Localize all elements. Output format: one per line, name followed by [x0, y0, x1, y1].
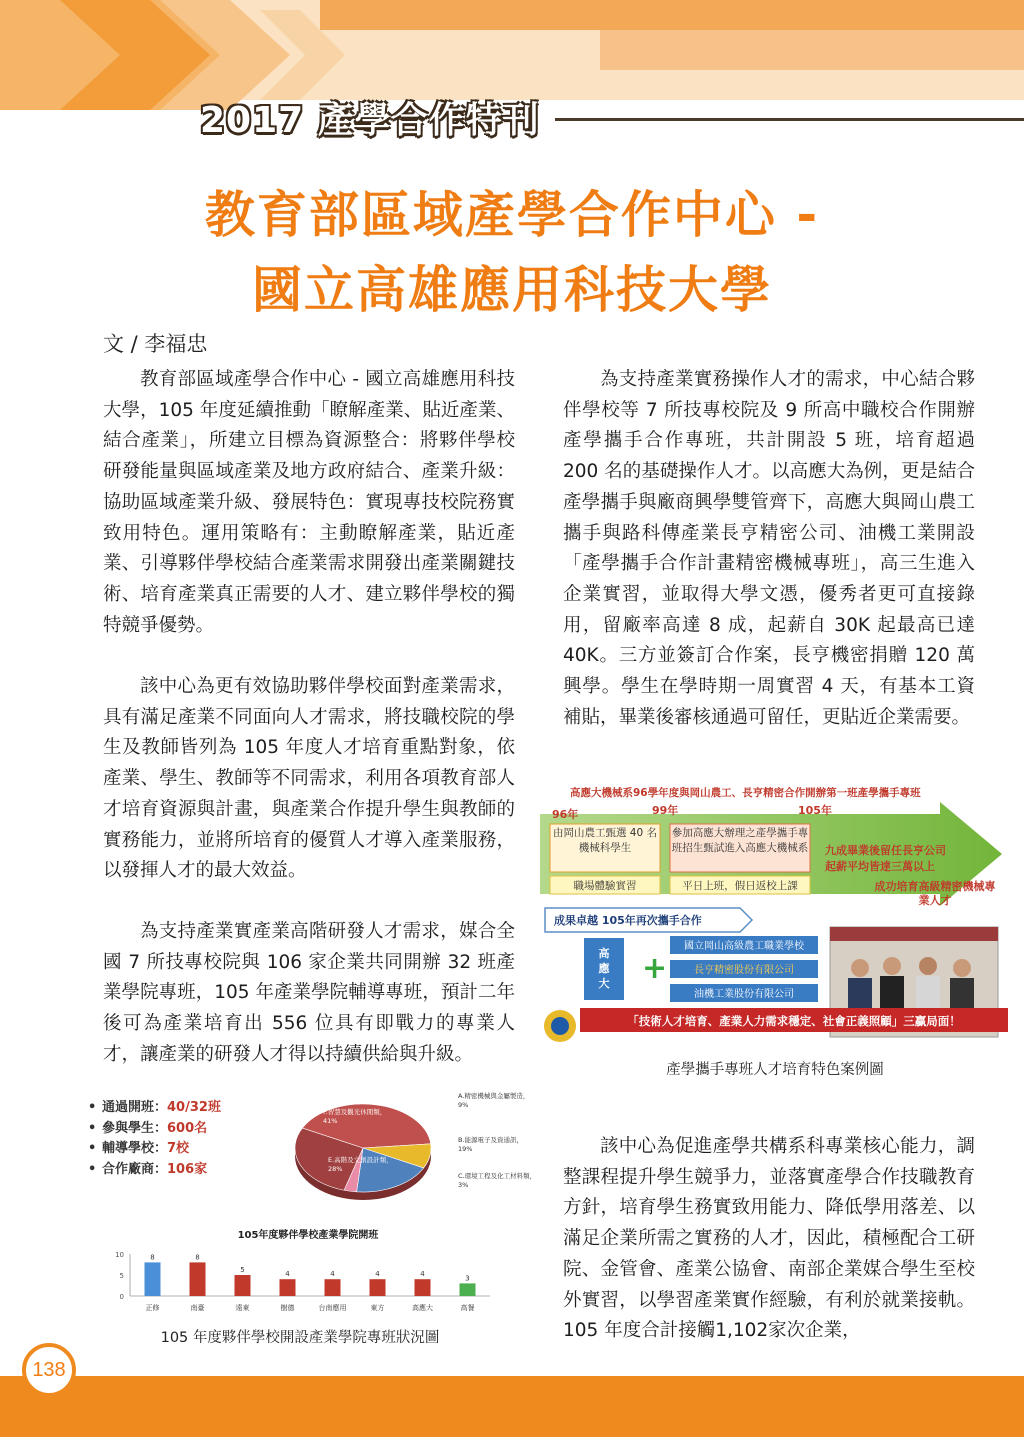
bar-y-tick: 5 — [119, 1272, 124, 1280]
left-paragraph-2: 該中心為更有效協助夥伴學校面對產業需求，具有滿足產業不同面向人才需求，將技職校院的學生及教師皆列為 105 年度人才培育重點對象，依產業、學生、教師等不同需求，利用各項教育部人才培育資源與計畫，與產業合作提升學生與教師的實務能力，並將所培育的優質人才導入產業服務，以發揮人才的最大效益。 — [103, 676, 515, 882]
bar-category-label: 正修 — [145, 1304, 160, 1312]
byline: 文 / 李福忠 — [103, 332, 208, 356]
bar-value-label: 3 — [465, 1274, 470, 1283]
right-paragraph-2: 該中心為促進產學共構系科專業核心能力，調整課程提升學生競爭力，並落實產學合作技職教育方針，培育學生務實致用能力、降低學用落差、以滿足企業所需之實務的人才，因此，積極配合工研院、金管會、產業公協會、南部企業媒合學生至校外實習，以學習產業實作經驗，有利於就業接軌。105 年度合計接觸1,102家次企業， — [563, 1136, 975, 1342]
pie-label: A.精密機械與金屬製造， 9% — [458, 1092, 530, 1109]
year-label: 105年 — [798, 804, 832, 817]
bar — [190, 1262, 206, 1296]
bar — [415, 1279, 431, 1296]
right-paragraph-1: 為支持產業實務操作人才的需求，中心結合夥伴學校等 7 所技專校院及 9 所高中職校合作開辦產學攜手合作專班，共計開設 5 班，培育超過 200 名的基礎操作人才。以高應大為例，更是結合產學攜手與廠商興學雙管齊下，高應大與岡山農工攜手與路科傳產業長亨精密公司、油機工業開設「產學攜手合作計畫精密機械專班」，高三生進入企業實習，並取得大學文憑，優秀者更可直接錄用，留廠率高達 8 成，起薪自 30K 起最高已達 40K。三方並簽訂合作案，長亨機密捐贈 120 萬興學。學生在學時期一周實習 4 天，有基本工資補貼，畢業後審核通過可留任，更貼近企業需要。 — [563, 369, 975, 728]
stats-item: • 合作廠商：106家 — [88, 1161, 208, 1177]
pie-label: B.能源電子及資通訊， 19% — [458, 1136, 524, 1153]
plus-icon: + — [642, 951, 668, 986]
diagram-banner: 高應大機械系96學年度與岡山農工、長亨精密合作開辦第一班產學攜手專班 — [570, 787, 921, 799]
bar-value-label: 8 — [150, 1253, 155, 1262]
left-paragraph-3: 為支持產業實產業高階研發人才需求，媒合全國 7 所技專校院與 106 家企業共同開辦 32 班產業學院專班，105 年產業學院輔導專班，預計二年後可為產業培育出 556 位具有即戰力的專業人才，讓產業的研發人才得以持續供給與升級。 — [103, 921, 515, 1065]
diagram-success-text: 成功培育高級精密機械專業人才 — [874, 880, 996, 907]
bar — [325, 1279, 341, 1296]
bar-value-label: 4 — [420, 1270, 425, 1279]
page-number: 138 — [22, 1343, 76, 1397]
left-paragraph-1: 教育部區域產學合作中心 - 國立高雄應用科技大學，105 年度延續推動「瞭解產業、貼近產業、結合產業」，所建立目標為資源整合：將夥伴學校研發能量與區域產業及地方政府結合、產業升級：協助區域產業升級、發展特色：實現專技校院務實致用特色。運用策略有：主動瞭解產業，貼近產業、引導夥伴學校結合產業需求開發出產業關鍵技術、培育產業真正需要的人才、建立夥伴學校的獨特競爭優勢。 — [103, 369, 515, 636]
program-diagram — [540, 782, 1010, 1054]
header-divider — [555, 118, 1024, 121]
pie-label: F.智慧及觀光休閒類， 41% — [323, 1108, 387, 1125]
year-label: 96年 — [552, 808, 579, 821]
diagram-box-2-text: 參加高應大辦理之產學攜手專班招生甄試進入高應大機械系 — [671, 827, 809, 854]
footer-band — [0, 1376, 1024, 1437]
bar-category-label: 東方 — [370, 1304, 385, 1312]
bar-value-label: 4 — [285, 1270, 290, 1279]
diagram-arrow-text-2: 起薪平均皆達三萬以上 — [825, 860, 935, 873]
diagram-sub-text-1: 職場體驗實習 — [573, 880, 637, 892]
bar-category-label: 遠東 — [235, 1304, 250, 1312]
bar-value-label: 4 — [330, 1270, 335, 1279]
slogan-text: 「技術人才培育、產業人力需求穩定、社會正義照顧」三贏局面！ — [627, 1014, 961, 1028]
bar — [235, 1275, 251, 1296]
left-figure-caption: 105 年度夥伴學校開設產業學院專班狀況圖 — [160, 1330, 440, 1346]
diagram-box-1-text: 由岡山農工甄選 40 名機械科學生 — [552, 827, 658, 854]
bar-value-label: 5 — [240, 1266, 245, 1274]
bar-category-label: 台南應用 — [318, 1304, 347, 1312]
bar-value-label: 8 — [195, 1253, 200, 1262]
bar-category-label: 樹德 — [280, 1304, 295, 1312]
bar-category-label: 高應大 — [412, 1304, 433, 1312]
bar-category-label: 高餐 — [460, 1304, 475, 1312]
bar — [280, 1279, 296, 1296]
year-label: 99年 — [652, 804, 679, 817]
article-title-line-1: 教育部區域產學合作中心 - — [204, 186, 820, 244]
result-banner-text: 成果卓越 105年再次攜手合作 — [554, 914, 702, 927]
header-title: 2017 產學合作特刊 — [200, 100, 540, 141]
bar-chart — [108, 1220, 498, 1330]
pie-chart — [268, 1086, 537, 1216]
partner-text: 油機工業股份有限公司 — [694, 989, 794, 1000]
bar-category-label: 南臺 — [190, 1304, 205, 1312]
stats-item: • 通過開班：40/32班 — [88, 1100, 221, 1115]
pie-label: E.高階及文創設計類， 28% — [328, 1156, 393, 1173]
stats-item: • 輔導學校：7校 — [88, 1141, 190, 1156]
pie-label: C.環境工程及化工材料類， 3% — [458, 1172, 537, 1189]
diagram-arrow-text-1: 九成畢業後留任長亨公司 — [825, 844, 946, 857]
bar-value-label: 4 — [375, 1270, 380, 1279]
bar — [370, 1279, 386, 1296]
bar — [460, 1283, 476, 1296]
uni-box-text: 高應大 — [598, 947, 610, 990]
right-figure-caption: 產學攜手專班人才培育特色案例圖 — [666, 1062, 884, 1078]
bar-y-tick: 10 — [115, 1251, 124, 1259]
partner-text: 國立岡山高級農工職業學校 — [684, 941, 804, 952]
header-band — [0, 0, 1024, 150]
bar-y-tick: 0 — [119, 1293, 124, 1301]
article-title-line-2: 國立高雄應用科技大學 — [252, 261, 772, 319]
bar-chart-title: 105年度夥伴學校產業學院開班 — [237, 1230, 379, 1241]
stats-list — [88, 1098, 288, 1180]
bar — [145, 1262, 161, 1296]
partner-text: 長亨精密股份有限公司 — [694, 965, 794, 976]
stats-item: • 參與學生：600名 — [88, 1120, 208, 1136]
diagram-sub-text-2: 平日上班，假日返校上課 — [682, 880, 798, 892]
